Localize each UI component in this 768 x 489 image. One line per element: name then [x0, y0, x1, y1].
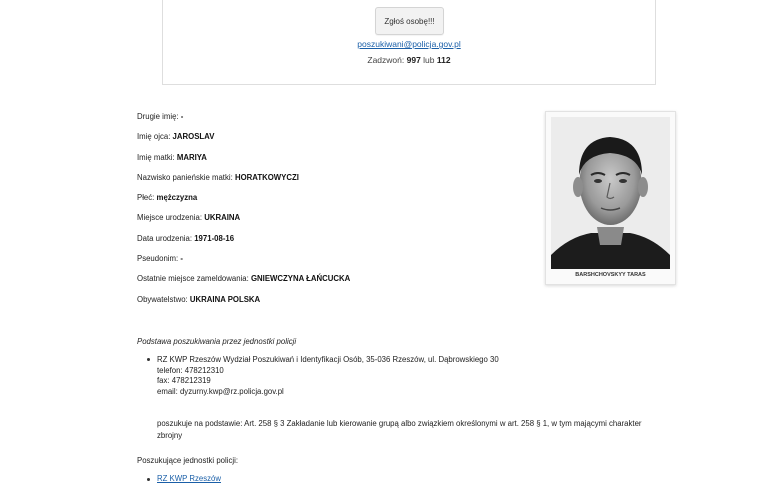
bullet-icon [147, 358, 150, 361]
phone-separator: lub [423, 55, 435, 65]
photo-card[interactable] [545, 111, 676, 285]
email-link [163, 39, 655, 49]
field-label: Nazwisko panieńskie matki: [137, 172, 233, 182]
phone-number-112: 112 [436, 55, 451, 65]
report-person-button[interactable]: Zgłoś osobę!!! [375, 7, 444, 35]
photo-caption: BARSHCHOVSKYY TARAS [575, 272, 646, 278]
email-link-text[interactable]: poszukiwani@policja.gov.pl [357, 39, 461, 49]
field-label: Ostatnie miejsce zameldowania: [137, 274, 249, 284]
field-second-name [137, 111, 350, 131]
field-alias [137, 253, 350, 273]
contact-panel [162, 0, 656, 85]
unit-name: RZ KWP Rzeszów Wydział Poszukiwań i Identyfikacji Osób, 35-036 Rzeszów, ul. Dąbrowskiego 30 [157, 355, 499, 364]
field-label: Obywatelstwo: [137, 294, 188, 304]
phone-line [163, 55, 655, 65]
person-portrait-image [551, 117, 670, 269]
field-value: MARIYA [176, 152, 207, 162]
field-label: Imię matki: [137, 152, 175, 162]
field-value: - [180, 254, 183, 264]
unit-phone: telefon: 478212310 [157, 365, 224, 375]
field-value: 1971-08-16 [194, 233, 235, 243]
field-citizenship [137, 294, 350, 314]
field-value: HORATKOWYCZI [234, 172, 299, 182]
person-details [137, 111, 350, 314]
person-photo [551, 117, 670, 269]
field-label: Miejsce urodzenia: [137, 213, 203, 223]
searching-unit-link[interactable]: RZ KWP Rzeszów [157, 474, 221, 483]
bullet-icon [147, 478, 150, 481]
unit-email: email: dyzurny.kwp@rz.policja.gov.pl [157, 386, 284, 396]
field-label: Drugie imię: [137, 112, 179, 121]
field-last-residence [137, 273, 350, 293]
unit-fax: fax: 478212319 [157, 376, 211, 385]
phone-number-997: 997 [406, 55, 421, 65]
field-label: Data urodzenia: [137, 233, 193, 243]
field-label: Pseudonim: [137, 254, 179, 264]
field-sex [137, 192, 350, 212]
field-mother-maiden-name [137, 172, 350, 192]
field-label: Imię ojca: [137, 132, 171, 142]
legal-basis: poszukuje na podstawie: Art. 258 § 3 Zakładanie lub kierowanie grupą albo związkiem określonymi w art. 258 § 1, w tym mającymi charakter zbrojny [157, 419, 642, 440]
phone-prefix: Zadzwoń: [367, 55, 405, 65]
field-value: - [180, 112, 184, 121]
field-value: UKRAINA [204, 213, 241, 223]
field-father-name [137, 131, 350, 151]
field-value: mężczyzna [156, 193, 198, 203]
field-value: GNIEWCZYNA ŁAŃCUCKA [250, 274, 351, 284]
field-value: UKRAINA POLSKA [189, 294, 261, 304]
field-value: JAROSLAV [172, 132, 215, 142]
field-birthplace [137, 212, 350, 232]
field-birth-date [137, 233, 350, 253]
field-mother-name [137, 152, 350, 172]
searching-units-heading: Poszukujące jednostki policji: [137, 456, 238, 465]
search-basis-heading: Podstawa poszukiwania przez jednostki policji [137, 337, 297, 346]
field-label: Płeć: [137, 193, 155, 203]
